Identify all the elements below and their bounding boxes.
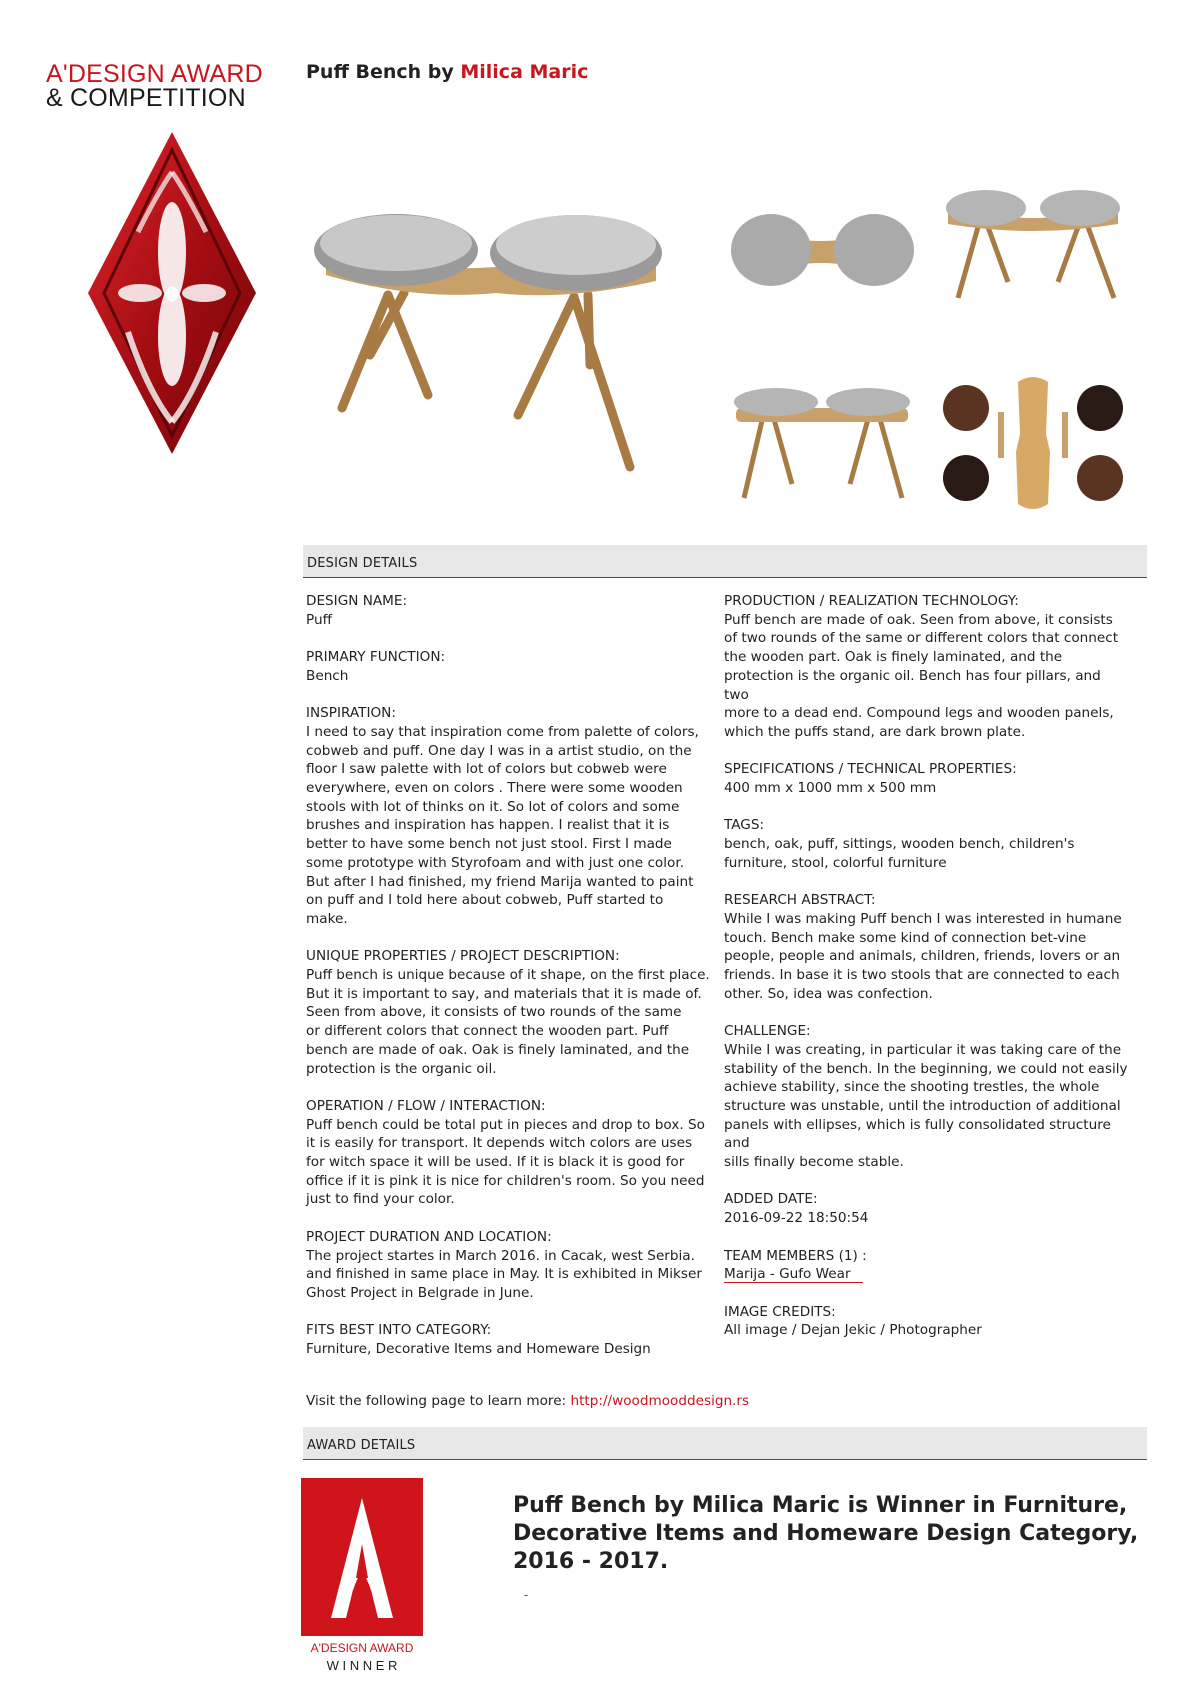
- field-value: Puff bench could be total put in pieces and drop to box. So it is easily for transport. It depends witch colors are uses for witch space it will be used. If it is black it is good for office if it is pink it is nice for children's room. So you need just to find your color.: [306, 1116, 705, 1208]
- field-value: Puff: [306, 611, 332, 628]
- award-details-header: [303, 1427, 1147, 1460]
- field-value: I need to say that inspiration come from palette of colors, cobweb and puff. One day I was in a artist studio, on the floor I saw palette with lot of colors but cobweb were everywhere, even on colors . There were some wooden stools with lot of thinks on it. So lot of colors and some brushes and inspiration has happen. I realist that it is better to have some bench not just stool. First I made some prototype with Styrofoam and with just one color. But after I had finished, my friend Marija wanted to paint on puff and I told here about cobweb, Puff started to make.: [306, 723, 699, 927]
- field-value: Bench: [306, 667, 349, 684]
- product-image-top-view: [726, 172, 916, 312]
- logo-line-1: A'DESIGN AWARD: [46, 60, 263, 88]
- badge-line-1: A'DESIGN AWARD: [310, 1641, 414, 1655]
- title-author: Milica Maric: [460, 61, 589, 83]
- details-left-column: [306, 592, 711, 1377]
- field-label: TEAM MEMBERS (1) :: [724, 1247, 867, 1264]
- field-unique-properties: [306, 947, 711, 1078]
- field-value: While I was creating, in particular it was taking care of the stability of the bench. In the beginning, we could not easily achieve stability, since the shooting trestles, the whole structure was unstable, until the introduction of additional panels with ellipses, which is fully consolidated structure and sills finally become stable.: [724, 1041, 1128, 1171]
- logo-line-2: & COMPETITION: [46, 84, 246, 112]
- field-operation: [306, 1097, 711, 1209]
- award-dash: -: [524, 1588, 529, 1602]
- field-value: 2016-09-22 18:50:54: [724, 1210, 869, 1227]
- field-label: TAGS:: [724, 817, 765, 834]
- learn-more: [306, 1393, 749, 1409]
- award-winner-badge: [301, 1478, 423, 1674]
- trophy-icon: [88, 132, 256, 454]
- learn-more-text: Visit the following page to learn more:: [306, 1393, 571, 1409]
- website-link[interactable]: http://woodmooddesign.rs: [570, 1393, 750, 1409]
- field-inspiration: [306, 704, 711, 928]
- field-value: All image / Dejan Jekic / Photographer: [724, 1322, 982, 1339]
- field-value: bench, oak, puff, sittings, wooden bench, children's furniture, stool, colorful furniture: [724, 836, 1075, 871]
- field-value: The project startes in March 2016. in Cacak, west Serbia. and finished in same place in May. It is exhibited in Mikser Ghost Project in Belgrade in June.: [306, 1247, 702, 1301]
- field-team-members: [724, 1247, 1129, 1284]
- field-category: [306, 1321, 711, 1358]
- field-label: CHALLENGE:: [724, 1023, 811, 1040]
- field-primary-function: [306, 648, 711, 685]
- page-title: [306, 61, 588, 83]
- design-details-header: [303, 545, 1147, 578]
- award-details-title: AWARD DETAILS: [307, 1438, 416, 1453]
- field-label: UNIQUE PROPERTIES / PROJECT DESCRIPTION:: [306, 948, 620, 965]
- field-label: PROJECT DURATION AND LOCATION:: [306, 1228, 552, 1245]
- team-member-link[interactable]: Marija - Gufo Wear: [724, 1266, 863, 1283]
- field-tags: [724, 816, 1129, 872]
- field-label: OPERATION / FLOW / INTERACTION:: [306, 1097, 546, 1114]
- field-project-duration: [306, 1228, 711, 1303]
- field-production: [724, 592, 1129, 742]
- field-value: 400 mm x 1000 mm x 500 mm: [724, 780, 937, 797]
- field-label: RESEARCH ABSTRACT:: [724, 892, 876, 909]
- details-right-column: [724, 592, 1129, 1359]
- field-label: SPECIFICATIONS / TECHNICAL PROPERTIES:: [724, 761, 1017, 778]
- field-value: Puff bench are made of oak. Seen from above, it consists of two rounds of the same or different colors that connect the wooden part. Oak is finely laminated, and the protection is the organic oil. Bench has four pillars, and two more to a dead end. Compound legs and wooden panels, which the puffs stand, are dark brown plate.: [724, 611, 1119, 740]
- field-research-abstract: [724, 891, 1129, 1003]
- field-label: IMAGE CREDITS:: [724, 1303, 836, 1320]
- adesign-award-logo: [46, 62, 286, 110]
- award-statement: Puff Bench by Milica Maric is Winner in Furniture, Decorative Items and Homeware Design Category, 2016 - 2017.: [513, 1493, 1139, 1574]
- field-label: INSPIRATION:: [306, 705, 396, 722]
- field-label: FITS BEST INTO CATEGORY:: [306, 1322, 492, 1339]
- field-added-date: [724, 1190, 1129, 1227]
- product-image-side-view: [726, 372, 916, 512]
- product-image-parts: [938, 372, 1128, 512]
- product-image-main: [306, 125, 714, 515]
- field-value: Furniture, Decorative Items and Homeware Design: [306, 1341, 651, 1358]
- field-label: ADDED DATE:: [724, 1191, 818, 1208]
- product-image-angle-view: [938, 172, 1128, 312]
- field-label: DESIGN NAME:: [306, 593, 408, 609]
- team-member-row: [724, 1265, 1129, 1284]
- badge-line-2: W I N N E R: [326, 1658, 398, 1673]
- field-label: PRIMARY FUNCTION:: [306, 649, 446, 666]
- field-value: Puff bench is unique because of it shape, on the first place. But it is important to say, and materials that it is made of. Seen from above, it consists of two rounds of the same or different colors that connect the wooden part. Puff bench are made of oak. Oak is finely laminated, and the protection is the organic oil.: [306, 967, 710, 1077]
- design-details-title: DESIGN DETAILS: [307, 556, 418, 571]
- title-prefix: Puff Bench by: [306, 61, 461, 83]
- field-design-name: [306, 592, 711, 629]
- field-label: PRODUCTION / REALIZATION TECHNOLOGY:: [724, 593, 1019, 609]
- field-challenge: [724, 1022, 1129, 1172]
- field-image-credits: [724, 1303, 1129, 1340]
- field-specifications: [724, 760, 1129, 797]
- field-value: While I was making Puff bench I was interested in humane touch. Bench make some kind of connection bet-vine people, people and animals, children, friends, lovers or an friends. In base it is two stools that are connected to each other. So, idea was confection.: [724, 910, 1122, 1002]
